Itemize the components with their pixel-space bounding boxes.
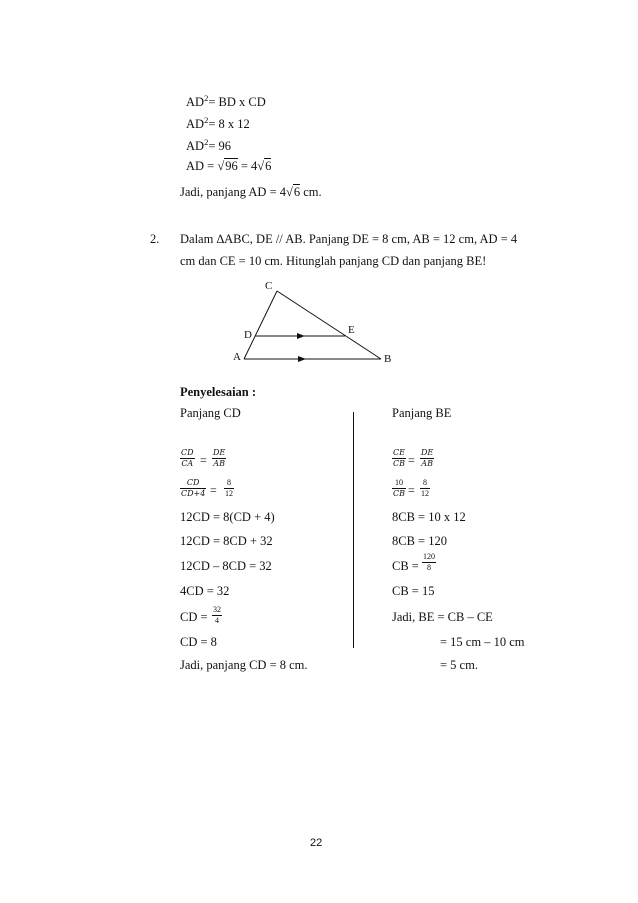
right-frac-8-12: $\frac{8}{12}$ [421, 478, 429, 498]
right-step-6: = 15 cm – 10 cm [440, 635, 525, 649]
left-column-title: Panjang CD [180, 406, 241, 420]
left-step-4: 4CD = 32 [180, 584, 230, 598]
parallel-arrow-de [297, 333, 305, 339]
vertex-label-d: D [244, 329, 252, 341]
right-equals-1: = [408, 453, 415, 467]
side-ca [244, 291, 277, 359]
column-divider [353, 412, 354, 648]
solution-heading: Penyelesaian : [180, 385, 257, 399]
right-frac-de-ab: $\frac{DE}{AB}$ [421, 448, 434, 468]
right-step-2: 8CB = 120 [392, 534, 447, 548]
right-frac-ce-cb: $\frac{CE}{CB}$ [393, 448, 405, 468]
right-step-1: 8CB = 10 x 12 [392, 510, 466, 524]
left-step-2: 12CD = 8CD + 32 [180, 534, 273, 548]
side-cb [277, 291, 381, 359]
right-frac-120-8: $\frac{120}{8}$ [423, 552, 435, 572]
right-step-3: CB = [392, 559, 419, 573]
page-number: 22 [310, 837, 323, 849]
left-step-1: 12CD = 8(CD + 4) [180, 510, 275, 524]
ad-squared-line-2: $AD^2= 8$ x 12 [186, 115, 250, 132]
left-frac-32-4: $\frac{32}{4}$ [213, 605, 221, 625]
vertex-label-c: C [265, 280, 273, 292]
left-equals-1: = [200, 453, 207, 467]
left-step-6: CD = 8 [180, 635, 217, 649]
left-frac-cd-ca: $\frac{CD}{CA}$ [181, 448, 194, 468]
problem-number: 2. [150, 232, 160, 246]
left-step-5: CD = [180, 610, 208, 624]
right-column-title: Panjang BE [392, 406, 452, 420]
left-frac-8-12: $\frac{8}{12}$ [225, 478, 233, 498]
parallel-arrow-ab [298, 356, 306, 362]
ad-conclusion: Jadi, panjang AD = 4√6 cm. [180, 185, 322, 199]
problem-text-line-2: cm dan CE = 10 cm. Hitunglah panjang CD dan panjang BE! [180, 254, 487, 268]
problem-text-line-1: Dalam ∆ABC, DE // AB. Panjang DE = 8 cm, AB = 12 cm, AD = 4 [180, 232, 518, 246]
right-step-5: Jadi, BE = CB – CE [392, 610, 493, 624]
vertex-label-e: E [348, 324, 355, 336]
vertex-label-b: B [384, 353, 392, 365]
right-equals-2: = [408, 483, 415, 497]
left-frac-de-ab: $\frac{DE}{AB}$ [213, 448, 226, 468]
right-frac-10-cb: $\frac{10}{CB}$ [393, 478, 405, 498]
left-equals-2: = [210, 483, 217, 497]
vertex-label-a: A [233, 351, 241, 363]
left-conclusion: Jadi, panjang CD = 8 cm. [180, 658, 308, 672]
ad-squared-line-1: $AD^2=$ BD x CD [186, 93, 266, 110]
ad-root-line: AD = √96 = 4√6 [186, 159, 272, 173]
right-step-7: = 5 cm. [440, 658, 478, 672]
right-step-4: CB = 15 [392, 584, 435, 598]
left-frac-cd-cd4: $\frac{CD}{CD+4}$ [181, 478, 206, 498]
ad-squared-line-3: $AD^2= 96$ [186, 137, 231, 154]
left-step-3: 12CD – 8CD = 32 [180, 559, 272, 573]
